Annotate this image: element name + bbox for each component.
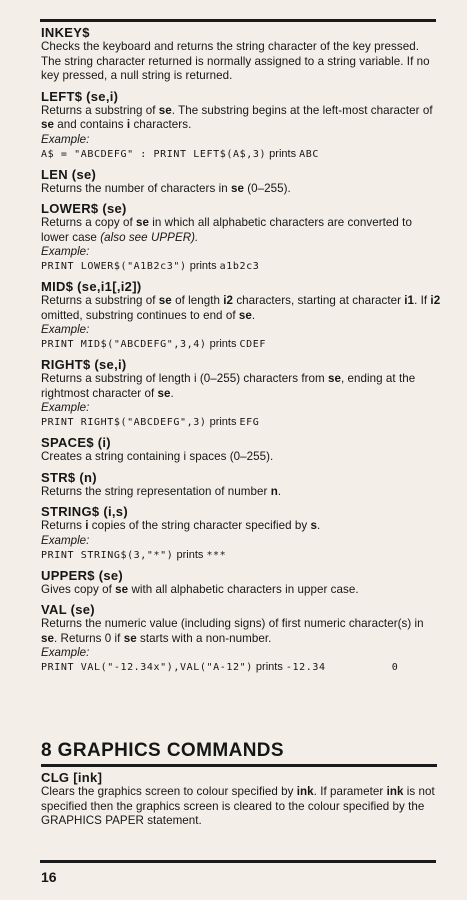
description-run: in which all alphabetic characters are converted to lower case: [41, 216, 412, 244]
description-run: .: [277, 484, 282, 498]
function-description: [41, 450, 441, 465]
example-code: [41, 548, 441, 563]
description-run: .: [170, 386, 174, 400]
description-run: i2: [223, 294, 234, 307]
example-run: A$ = "ABCDEFG" : PRINT LEFT$(A$,3): [41, 148, 267, 160]
example-run: CDEF: [239, 339, 267, 350]
function-description: [41, 182, 441, 197]
example-run: PRINT VAL("-12.34x"),VAL("A-12"): [41, 662, 253, 673]
description-run: (0–255).: [243, 181, 291, 195]
function-entry: [41, 470, 441, 500]
example-run: PRINT MID$("ABCDEFG",3,4): [41, 339, 207, 350]
description-run: se: [115, 582, 129, 596]
function-description: [41, 617, 441, 646]
function-name: LOWER$ (se): [41, 201, 127, 216]
function-description: [41, 785, 441, 829]
function-name: RIGHT$ (se,i): [41, 357, 127, 372]
description-run: .: [317, 519, 321, 532]
function-entry: [41, 435, 441, 465]
function-entry: [41, 201, 441, 274]
description-run: is not specified then the graphics screen is cleared to the colour specified by the GRAPHICS PAPER statement.: [41, 785, 435, 827]
description-run: with all alphabetic characters in upper case.: [128, 582, 359, 596]
description-run: Clears the graphics screen to colour specified by: [41, 785, 297, 798]
function-entry: [41, 602, 441, 675]
example-run: prints: [186, 260, 220, 272]
description-run: Returns the number of characters in: [41, 181, 231, 195]
description-run: i: [126, 118, 131, 131]
description-run: of length: [171, 294, 224, 307]
example-run: ABC: [299, 148, 319, 160]
function-name: LEFT$ (se,i): [41, 88, 119, 104]
description-run: . The substring begins at the left-most character of: [171, 103, 433, 117]
description-run: and contains: [54, 118, 127, 131]
example-run: PRINT LOWER$("A1B2c3"): [41, 261, 187, 272]
description-run: se: [41, 631, 54, 645]
example-run: PRINT STRING$(3,"*"): [41, 549, 174, 561]
description-run: . If parameter: [313, 785, 387, 798]
description-run: Gives copy of: [41, 582, 116, 596]
function-name: CLG [ink]: [41, 770, 103, 785]
example-run: a1b2c3: [219, 261, 260, 272]
function-description: [41, 519, 441, 534]
description-run: s: [310, 519, 317, 532]
top-rule: [40, 19, 436, 22]
example-code: [41, 147, 441, 162]
function-name: SPACE$ (i): [41, 435, 111, 450]
description-run: Returns a substring of: [41, 294, 159, 307]
example-code: [41, 415, 441, 430]
function-entry: [41, 770, 441, 829]
description-run: n: [270, 484, 278, 498]
description-run: omitted, substring continues to end of: [41, 308, 239, 322]
function-description: [41, 294, 441, 323]
description-run: se: [123, 631, 137, 645]
example-label: Example:: [41, 245, 90, 258]
description-run: se: [157, 386, 171, 400]
description-run: characters.: [130, 118, 192, 131]
description-run: Creates a string containing i spaces (0–255).: [41, 450, 274, 463]
function-entry: [41, 167, 441, 197]
description-run: Checks the keyboard and returns the string character of the key pressed. The string character returned is normally assigned to a string variable. If no key pressed, a null string is returned.: [41, 40, 430, 82]
description-run: i2: [430, 294, 441, 307]
function-description: [41, 40, 441, 84]
description-run: Returns: [41, 519, 86, 532]
example-label: Example:: [41, 401, 90, 414]
function-name: VAL (se): [41, 602, 95, 617]
description-run: . Returns 0 if: [54, 631, 124, 645]
description-run: , ending at the rightmost character of: [41, 372, 416, 400]
function-description: [41, 485, 441, 500]
example-run: prints: [266, 147, 300, 160]
description-run: Returns a substring of: [41, 103, 159, 117]
function-description: [41, 216, 441, 245]
example-code: [41, 259, 441, 274]
function-entry: [41, 504, 441, 563]
function-description: [41, 104, 441, 133]
function-name: LEN (se): [41, 166, 97, 182]
description-run: se: [41, 118, 54, 131]
example-run: prints: [206, 338, 240, 350]
function-entry: [41, 568, 441, 598]
description-run: se: [230, 181, 244, 195]
function-name: UPPER$ (se): [41, 567, 124, 583]
example-code: [41, 337, 441, 352]
example-label: Example:: [41, 533, 90, 547]
description-run: se: [158, 103, 172, 117]
function-name: STR$ (n): [41, 469, 97, 485]
description-run: (also see UPPER).: [100, 230, 199, 244]
description-run: . If: [414, 294, 431, 307]
description-run: i: [85, 519, 89, 532]
example-run: prints: [173, 548, 207, 561]
function-name: MID$ (se,i1[,i2]): [41, 279, 142, 294]
example-run: ***: [206, 549, 227, 561]
example-run: EFG: [239, 417, 260, 428]
description-run: se: [238, 308, 252, 322]
page-number: 16: [41, 869, 57, 885]
function-entry: [41, 357, 441, 430]
function-description: [41, 583, 441, 598]
function-description: [41, 372, 441, 401]
function-name: INKEY$: [41, 25, 90, 40]
function-entry: [41, 89, 441, 162]
description-run: Returns a substring of length i (0–255) characters from: [41, 372, 328, 385]
function-entry: [41, 25, 441, 84]
description-run: starts with a non-number.: [136, 631, 272, 645]
string-functions-list: [41, 25, 441, 680]
function-entry: [41, 279, 441, 352]
description-run: i1: [404, 294, 415, 307]
description-run: characters, starting at character: [233, 294, 405, 307]
description-run: se: [136, 216, 149, 229]
example-code: [41, 660, 441, 675]
description-run: se: [158, 294, 172, 307]
description-run: se: [327, 372, 341, 385]
example-run: prints: [206, 416, 240, 428]
example-run: PRINT RIGHT$("ABCDEFG",3): [41, 417, 207, 428]
description-run: .: [251, 308, 256, 322]
description-run: ink: [386, 785, 404, 798]
bottom-rule: [40, 860, 436, 863]
example-label: Example:: [41, 646, 90, 659]
graphics-section: [41, 740, 441, 834]
function-name: STRING$ (i,s): [41, 504, 128, 519]
description-run: copies of the string character specified by: [88, 519, 311, 532]
section-rule: [41, 764, 437, 767]
example-run: -12.34 0: [285, 662, 399, 673]
description-run: Returns the numeric value (including signs) of first numeric character(s) in: [41, 617, 424, 630]
example-label: Example:: [41, 323, 90, 336]
section-title: 8 GRAPHICS COMMANDS: [41, 740, 285, 761]
graphics-commands-list: [41, 770, 441, 829]
example-run: prints: [252, 661, 286, 673]
description-run: Returns the string representation of number: [41, 484, 271, 498]
description-run: ink: [296, 785, 314, 798]
example-label: Example:: [41, 132, 90, 146]
description-run: Returns a copy of: [41, 216, 136, 229]
